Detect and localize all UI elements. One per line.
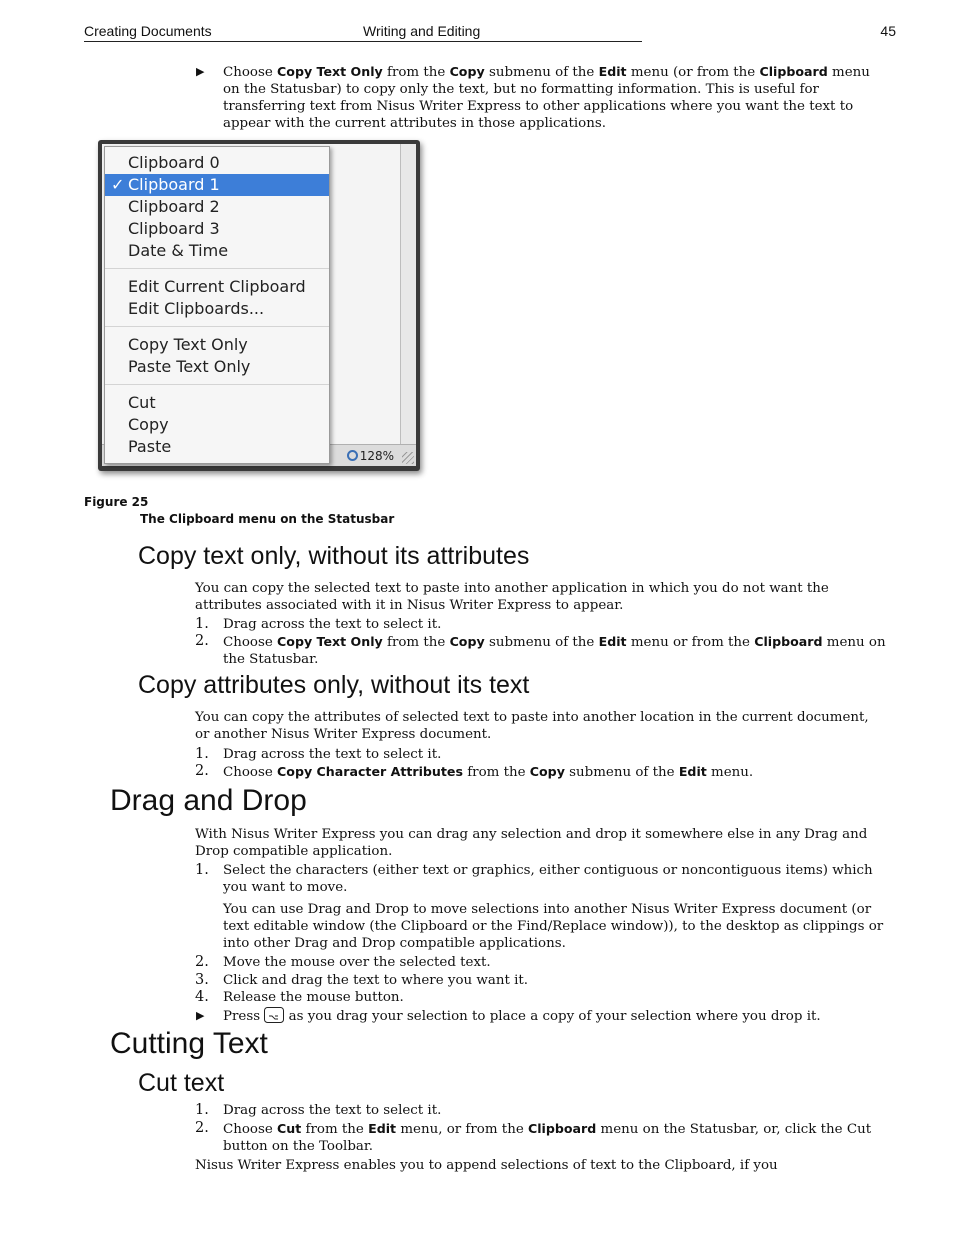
menu-item-clipboard-0[interactable]: Clipboard 0 [128,153,220,172]
menu-item-clipboard-1[interactable]: ✓ Clipboard 1 [105,174,329,196]
list-item: 2. Choose Cut from the Edit menu, or from the Clipboard menu on the Statusbar, or, click the Cut button on the Toolbar. [195,1120,872,1154]
header-section: Creating Documents [84,23,212,39]
list-item: 1. Drag across the text to select it. [195,746,442,762]
menu-separator [105,268,329,269]
step-note: You can use Drag and Drop to move selections into another Nisus Writer Express document (or text editable window (the Clipboard or the Find/Replace window)), to the desktop as clippings or into other Drag and Drop compatible applications. [223,902,884,951]
clipboard-menu [104,146,330,464]
intro-bullet [195,63,887,132]
para-copy-text-only: You can copy the selected text to paste into another application in which you do not want the attributes associated with it in Nisus Writer Express to appear. [195,581,829,613]
bullet-arrow-icon: ▶ [196,1009,205,1022]
list-item: 1. Select the characters (either text or graphics, either contiguous or noncontiguous items) which you want to move. [195,862,873,895]
menu-separator [105,326,329,327]
list-item: 3. Click and drag the text to where you want it. [195,972,529,988]
heading-cutting-text: Cutting Text [110,1027,268,1060]
checkmark-icon: ✓ [111,175,125,194]
option-key-icon [264,1007,284,1023]
menu-item-cut[interactable]: Cut [128,393,156,412]
clipboard-menu-screenshot [98,140,420,471]
resize-grip-icon[interactable] [402,452,414,464]
menu-item-clipboard-3[interactable]: Clipboard 3 [128,219,220,238]
menu-item-paste[interactable]: Paste [128,437,172,456]
para-drag-and-drop: With Nisus Writer Express you can drag any selection and drop it somewhere else in any Drag and Drop compatible application. [195,827,868,859]
heading-drag-and-drop: Drag and Drop [110,784,307,817]
heading-copy-attributes-only: Copy attributes only, without its text [138,671,530,699]
menu-item-copy[interactable]: Copy [128,415,169,434]
menu-item-date-time[interactable]: Date & Time [128,241,229,260]
header-rule [84,41,642,42]
zoom-control[interactable] [347,449,394,463]
zoom-level: 128% [359,449,394,463]
menu-item-paste-text-only[interactable]: Paste Text Only [128,357,251,376]
menu-item-edit-current-clipboard[interactable]: Edit Current Clipboard [128,277,306,296]
menu-item-copy-text-only[interactable]: Copy Text Only [128,335,248,354]
list-item: 4. Release the mouse button. [195,989,404,1005]
para-cutting-text: Nisus Writer Express enables you to append selections of text to the Clipboard, if you [195,1158,778,1173]
bullet-arrow-icon: ▶ [196,65,205,78]
menu-separator [105,384,329,385]
para-copy-attributes-only: You can copy the attributes of selected text to paste into another location in the current document, or another Nisus Writer Express document. [195,710,869,742]
page-number: 45 [880,23,896,39]
header-chapter: Writing and Editing [363,23,481,39]
list-item: 1. Drag across the text to select it. [195,1102,442,1118]
heading-cut-text: Cut text [138,1069,225,1097]
list-item: 1. Drag across the text to select it. [195,616,442,632]
magnifier-icon [347,450,358,461]
figure-number: Figure 25 [84,495,149,509]
list-item: 2. Choose Copy Character Attributes from the Copy submenu of the Edit menu. [195,763,754,780]
menu-item-clipboard-2[interactable]: Clipboard 2 [128,197,220,216]
page-header [84,22,896,44]
intro-bullet-text: Choose Copy Text Only from the Copy submenu of the Edit menu (or from the Clipboard menu on the Statusbar) to copy only the text, but no formatting information. This is useful for transferring text from Nisus Writer Express to other applications where you want the text to appear with the current attributes in those applications. [223,64,870,131]
tip-bullet: ▶ Press as you drag your selection to place a copy of your selection where you drop it. [196,1009,821,1024]
figure-caption: The Clipboard menu on the Statusbar [140,512,395,526]
list-item: 2. Move the mouse over the selected text. [195,954,491,970]
vertical-scrollbar[interactable] [400,144,416,466]
menu-item-edit-clipboards[interactable]: Edit Clipboards... [128,299,265,318]
list-item: 2. Choose Copy Text Only from the Copy submenu of the Edit menu or from the Clipboard menu on the Statusbar. [195,633,886,667]
heading-copy-text-only: Copy text only, without its attributes [138,542,530,570]
